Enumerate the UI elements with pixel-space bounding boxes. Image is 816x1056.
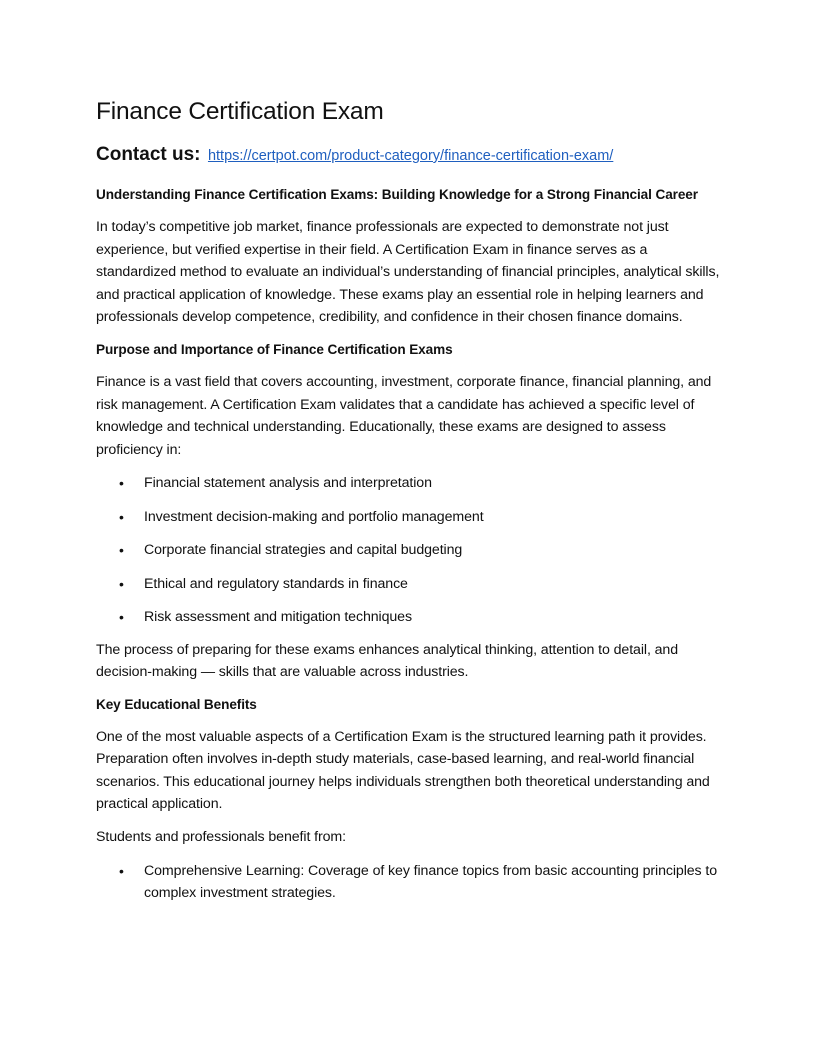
document-title: Finance Certification Exam [96, 98, 384, 125]
list-item-text: Investment decision-making and portfolio management [144, 508, 484, 525]
benefits-intro-paragraph: Students and professionals benefit from: [96, 829, 346, 846]
section-heading-benefits: Key Educational Benefits [96, 696, 257, 712]
bullet-icon: • [119, 862, 124, 879]
bullet-icon: • [119, 508, 124, 525]
purpose-paragraph: Finance is a vast field that covers accounting, investment, corporate finance, financial planning, and risk management. A Certification Exam validates that a candidate has achieved a specific level of knowledge and technical understanding. Educationally, these exams are designed to assess proficiency in: [96, 373, 712, 458]
list-item-text: Ethical and regulatory standards in finance [144, 575, 408, 592]
list-item-text: Corporate financial strategies and capital budgeting [144, 542, 463, 559]
contact-line [96, 142, 721, 169]
bullet-icon: • [119, 475, 124, 492]
document-body [96, 96, 721, 905]
contact-link[interactable]: https://certpot.com/product-category/finance-certification-exam/ [207, 148, 614, 164]
list-item [96, 472, 721, 495]
bullet-icon: • [119, 608, 124, 625]
list-item [96, 606, 721, 629]
section-heading-purpose: Purpose and Importance of Finance Certification Exams [96, 341, 453, 357]
benefits-paragraph: One of the most valuable aspects of a Certification Exam is the structured learning path it provides. Preparation often involves in-depth study materials, case-based learning, and real-world financial scenarios. This educational journey helps individuals strengthen both theoretical understanding and practical application. [96, 728, 710, 813]
list-item-text: Risk assessment and mitigation techniques [144, 608, 412, 625]
list-item [96, 573, 721, 596]
list-item [96, 860, 721, 905]
list-item [96, 506, 721, 529]
bullet-icon: • [119, 542, 124, 559]
contact-label: Contact us: [96, 144, 201, 165]
proficiency-list [96, 472, 721, 628]
preparation-paragraph: The process of preparing for these exams enhances analytical thinking, attention to detail, and decision-making — skills that are valuable across industries. [96, 641, 679, 681]
benefits-list [96, 860, 721, 905]
intro-paragraph: In today’s competitive job market, finance professionals are expected to demonstrate not just experience, but verified expertise in their field. A Certification Exam in finance serves as a standardized method to evaluate an individual’s understanding of financial principles, analytical skills, and practical application of knowledge. These exams play an essential role in helping learners and professionals develop competence, credibility, and confidence in their chosen finance domains. [96, 219, 720, 326]
list-item-text: Financial statement analysis and interpretation [144, 475, 432, 492]
list-item-text: Comprehensive Learning: Coverage of key finance topics from basic accounting principles to complex investment strategies. [144, 862, 718, 902]
bullet-icon: • [119, 575, 124, 592]
list-item [96, 539, 721, 562]
section-heading-understanding: Understanding Finance Certification Exams: Building Knowledge for a Strong Financial Career [96, 187, 698, 202]
